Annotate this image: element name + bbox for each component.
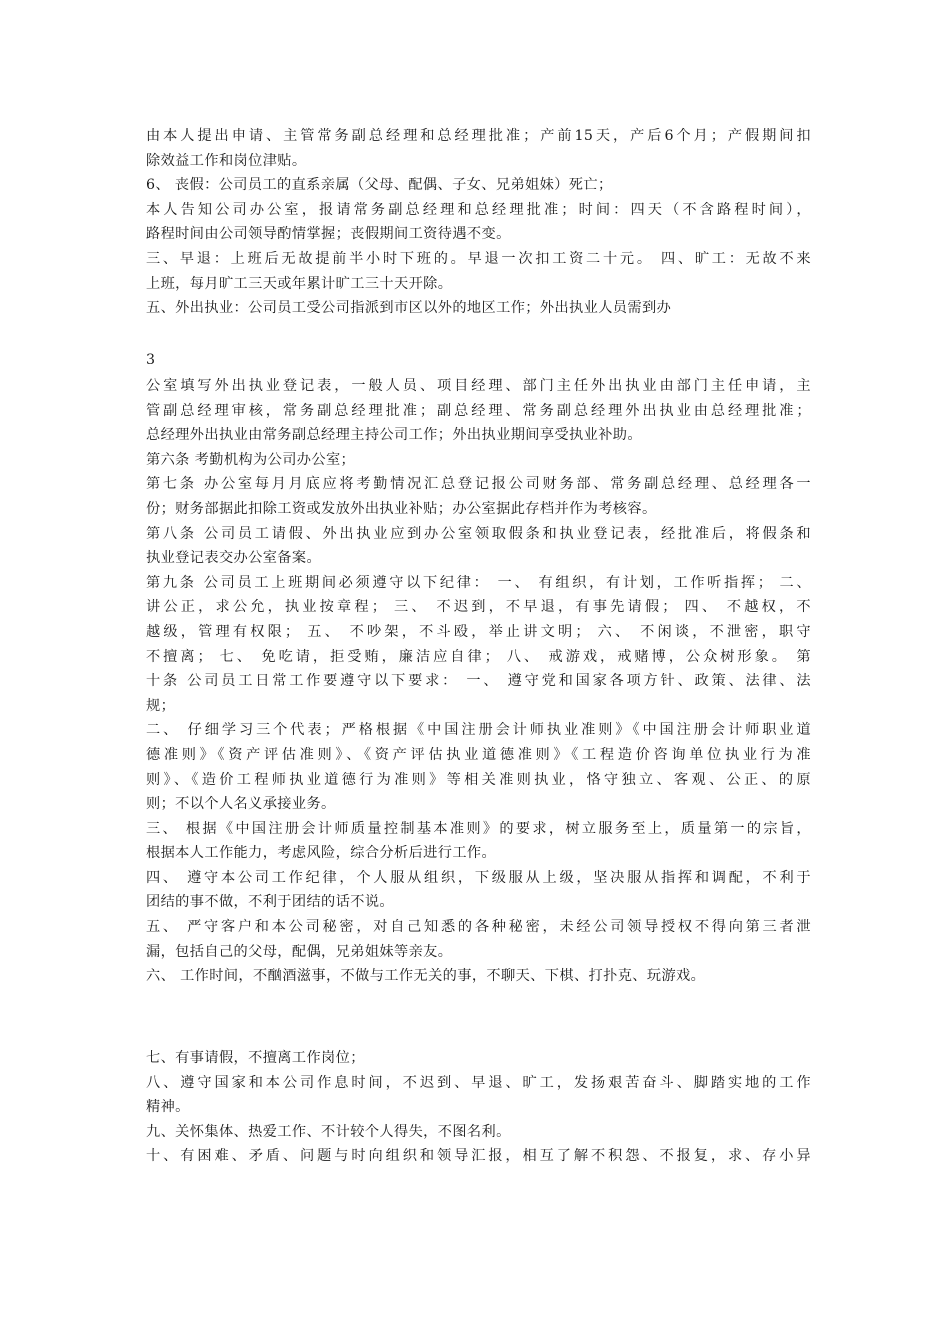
text-line: 路程时间由公司领导酌情掌握；丧假期间工资待遇不变。: [146, 226, 511, 243]
text-line: 四、 遵守本公司工作纪律，个人服从组织，下级服从上级，坚决服从指挥和调配，不利于: [146, 869, 811, 886]
text-line: 公室填写外出执业登记表，一般人员、项目经理、部门主任外出执业由部门主任申请，主: [146, 378, 811, 394]
page-number-block: [146, 348, 811, 373]
text-line: 份；财务部据此扣除工资或发放外出执业补贴；办公室据此存档并作为考核容。: [146, 500, 657, 517]
text-line: 除效益工作和岗位津贴。: [146, 152, 307, 169]
text-line: 不擅离； 七、 免吃请，拒受贿，廉洁应自律； 八、 戒游戏，戒赌博，公众树形象。 第: [146, 648, 811, 665]
text-line: 德准则》《资产评估准则》、《资产评估执业道德准则》《工程造价咨询单位执业行为准: [146, 746, 811, 763]
paragraph-block-2: [146, 374, 811, 989]
text-line: 三、 根据《中国注册会计师质量控制基本准则》的要求，树立服务至上，质量第一的宗旨，: [146, 820, 811, 837]
text-line: 则；不以个人名义承接业务。: [146, 796, 336, 813]
text-line: 则》、《造价工程师执业道德行为准则》等相关准则执业，恪守独立、客观、公正、的原: [146, 771, 811, 788]
text-line: 六、 工作时间，不酗酒滋事，不做与工作无关的事，不聊天、下棋、打扑克、玩游戏。: [146, 968, 706, 985]
text-line: 第九条 公司员工上班期间必须遵守以下纪律： 一、 有组织，有计划，工作听指挥； 二、: [146, 574, 811, 591]
text-line: 十条 公司员工日常工作要遵守以下要求： 一、 遵守党和国家各项方针、政策、法律、法: [146, 673, 811, 690]
text-line: 6、 丧假：公司员工的直系亲属（父母、配偶、子女、兄弟姐妹）死亡；: [146, 177, 613, 194]
text-line: 五、外出执业：公司员工受公司指派到市区以外的地区工作；外出执业人员需到办: [146, 300, 672, 317]
text-line: 越级，管理有权限； 五、 不吵架，不斗殴，举止讲文明； 六、 不闲谈，不泄密，职守: [146, 623, 811, 640]
text-line: 规；: [146, 697, 176, 714]
text-line: 团结的事不做，不利于团结的话不说。: [146, 894, 394, 911]
text-line: 第八条 公司员工请假、外出执业应到办公室领取假条和执业登记表，经批准后，将假条和: [146, 525, 811, 542]
text-line: 八、遵守国家和本公司作息时间，不迟到、早退、旷工，发扬艰苦奋斗、脚踏实地的工作: [146, 1074, 811, 1091]
text-line: 第七条 办公室每月月底应将考勤情况汇总登记报公司财务部、常务副总经理、总经理各一: [146, 476, 811, 493]
text-line: 总经理外出执业由常务副总经理主持公司工作；外出执业期间享受执业补助。: [146, 427, 642, 444]
page-number: 3: [146, 352, 156, 368]
text-line: 九、关怀集体、热爱工作、不计较个人得失，不图名利。: [146, 1123, 511, 1140]
text-line: 由本人提出申请、主管常务副总经理和总经理批准；产前15天，产后6个月；产假期间扣: [146, 128, 811, 144]
text-line: 二、 仔细学习三个代表；严格根据《中国注册会计师执业准则》《中国注册会计师职业道: [146, 722, 811, 739]
text-line: 上班，每月旷工三天或年累计旷工三十天开除。: [146, 275, 453, 292]
text-line: 本人告知公司办公室，报请常务副总经理和总经理批准；时间：四天（不含路程时间），: [146, 201, 811, 218]
text-line: 讲公正，求公允，执业按章程； 三、 不迟到，不早退，有事先请假； 四、 不越权，不: [146, 599, 811, 616]
text-line: 十、有困难、矛盾、问题与时向组织和领导汇报，相互了解不积怨、不报复，求、存小异: [146, 1148, 811, 1165]
text-line: 第六条 考勤机构为公司办公室；: [146, 451, 356, 468]
text-line: 执业登记表交办公室备案。: [146, 550, 322, 567]
paragraph-block-1: [146, 124, 811, 321]
text-line: 五、 严守客户和本公司秘密，对自己知悉的各种秘密，未经公司领导授权不得向第三者泄: [146, 919, 811, 936]
text-line: 三、早退：上班后无故提前半小时下班的。早退一次扣工资二十元。 四、旷工：无故不来: [146, 250, 811, 267]
text-line: 七、有事请假，不擅离工作岗位；: [146, 1050, 365, 1066]
text-line: 管副总经理审核，常务副总经理批准；副总经理、常务副总经理外出执业由总经理批准；: [146, 402, 811, 419]
text-line: 根据本人工作能力，考虑风险，综合分析后进行工作。: [146, 845, 497, 862]
text-line: 精神。: [146, 1099, 190, 1116]
text-line: 漏，包括自己的父母，配偶，兄弟姐妹等亲友。: [146, 943, 453, 960]
paragraph-block-3: [146, 1046, 811, 1169]
